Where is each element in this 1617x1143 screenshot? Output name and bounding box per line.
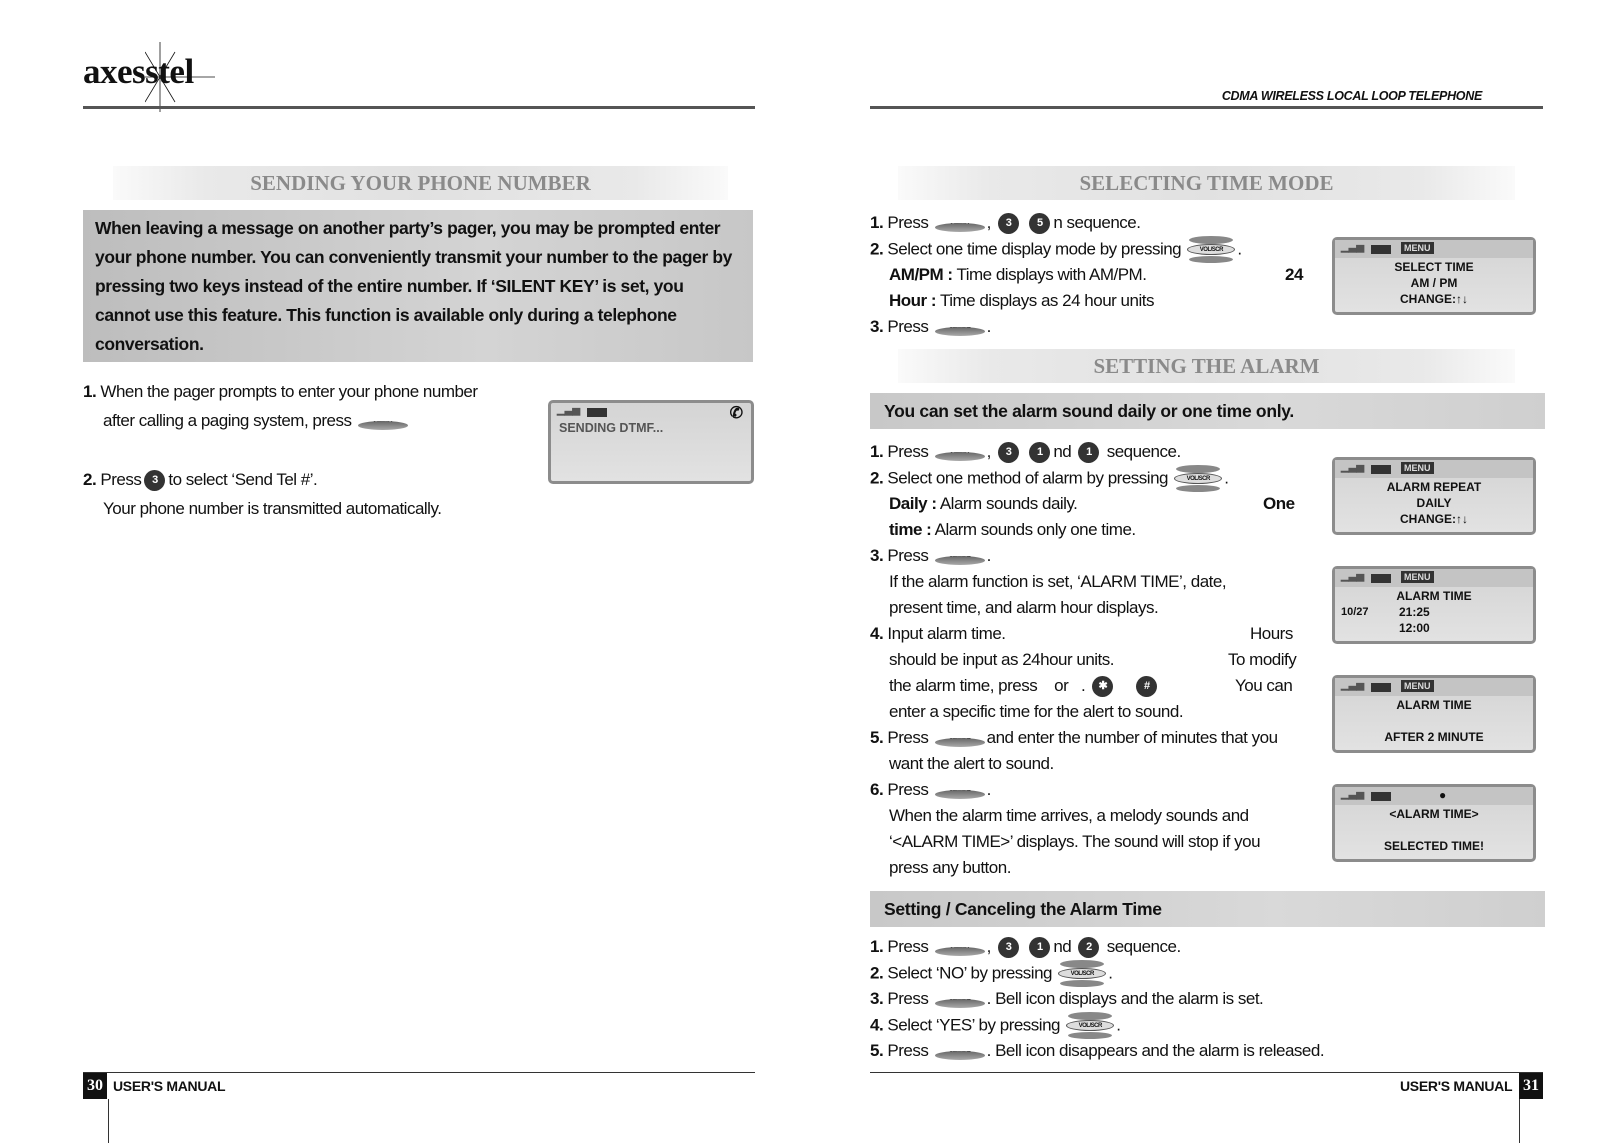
signal-icon: ▁▃▅	[557, 405, 581, 416]
alarm-step-4-youcan: You can	[1235, 676, 1293, 695]
key-hash-icon: #	[1136, 676, 1157, 697]
time-hour: Hour : Time displays as 24 hour units	[889, 291, 1154, 310]
right-footer-vline	[1519, 1099, 1520, 1143]
alarm-step-2: 2. Select one method of alarm by pressing VOL/SCR .	[870, 465, 1228, 493]
alarm-step-6-line3: ‘<ALARM TIME>’ displays. The sound will stop if you	[889, 832, 1261, 851]
alarm-step-4-line3: the alarm time, press or . ✱ #	[889, 673, 1160, 699]
key-3-icon: 3	[144, 470, 165, 491]
right-footer-rule	[870, 1072, 1543, 1073]
phone-handset-icon: ✆	[729, 405, 743, 422]
store-key-icon	[935, 547, 985, 567]
alarm-step-3: 3. Press .	[870, 546, 991, 565]
alarm-step-3-line2: If the alarm function is set, ‘ALARM TIME’, date,	[889, 572, 1227, 591]
time-24: 24	[1285, 265, 1303, 284]
battery-icon	[1371, 245, 1391, 254]
alarm-step-4-line2: should be input as 24hour units.	[889, 650, 1115, 669]
menu-key-icon	[935, 443, 985, 463]
step-2: 2. Press 3 to select ‘Send Tel #’.	[83, 467, 317, 493]
time-step-3: 3. Press .	[870, 317, 991, 336]
lcd-select-time: ▁▃▅ MENU SELECT TIME AM / PM CHANGE:↑↓	[1332, 237, 1536, 315]
alarm-step-6: 6. Press .	[870, 780, 991, 799]
alarm-step-4-hours: Hours	[1250, 624, 1293, 643]
key-5-icon: 5	[1029, 213, 1050, 234]
step-1-cont: after calling a paging system, press	[103, 408, 410, 434]
signal-icon: ▁▃▅	[1341, 680, 1365, 691]
menu-key-icon	[935, 214, 985, 234]
section-title-sending: SENDING YOUR PHONE NUMBER	[113, 166, 728, 200]
key-3-icon: 3	[998, 937, 1019, 958]
cancel-step-2: 2. Select ‘NO’ by pressing VOL/SCR .	[870, 960, 1112, 988]
alarm-step-4-tomodify: To modify	[1228, 650, 1297, 669]
vol-scroll-key-icon: VOL/SCR	[1058, 960, 1106, 988]
alarm-daily: Daily : Alarm sounds daily.	[889, 494, 1078, 513]
battery-icon	[1371, 574, 1391, 583]
battery-icon	[1371, 683, 1391, 692]
cancel-step-4: 4. Select ‘YES’ by pressing VOL/SCR .	[870, 1012, 1120, 1040]
alarm-step-1: 1. Press , 3 1 nd 1 sequence.	[870, 439, 1181, 465]
lcd-selected-time: ▁▃▅ ● <ALARM TIME> SELECTED TIME!	[1332, 784, 1536, 862]
store-key-icon	[935, 1042, 985, 1062]
alarm-one: One	[1263, 494, 1295, 513]
cancel-alarm-bar: Setting / Canceling the Alarm Time	[870, 891, 1545, 927]
alarm-step-5: 5. Press and enter the number of minutes that you	[870, 728, 1278, 747]
key-1-icon: 1	[1029, 937, 1050, 958]
step-1: 1. When the pager prompts to enter your phone number	[83, 382, 478, 401]
key-3-icon: 3	[998, 213, 1019, 234]
lcd-sending-dtmf	[548, 400, 754, 484]
bell-icon: ●	[1439, 788, 1447, 802]
right-header-rule	[870, 106, 1543, 109]
store-key-icon	[935, 990, 985, 1010]
key-3-icon: 3	[998, 442, 1019, 463]
alarm-step-6-line4: press any button.	[889, 858, 1011, 877]
alarm-step-3-line3: present time, and alarm hour displays.	[889, 598, 1159, 617]
vol-scroll-key-icon: VOL/SCR	[1174, 465, 1222, 493]
lcd-alarm-time: ▁▃▅ MENU ALARM TIME 10/27 21:25 12:00	[1332, 566, 1536, 644]
brand-logo: axesstel	[83, 52, 194, 91]
cancel-step-3: 3. Press . Bell icon displays and the alarm is set.	[870, 989, 1264, 1008]
section-title-alarm: SETTING THE ALARM	[898, 349, 1515, 383]
menu-key-icon	[935, 938, 985, 958]
battery-icon	[587, 408, 607, 417]
signal-icon: ▁▃▅	[1341, 789, 1365, 800]
page-number-left: 30	[83, 1073, 107, 1099]
signal-icon: ▁▃▅	[1341, 571, 1365, 582]
menu-key-icon	[358, 412, 408, 432]
alarm-intro-bar: You can set the alarm sound daily or one time only.	[870, 393, 1545, 429]
left-header-rule	[83, 106, 755, 109]
key-star-icon: ✱	[1092, 676, 1113, 697]
lcd-text: SENDING DTMF...	[559, 421, 664, 435]
alarm-step-5-line2: want the alert to sound.	[889, 754, 1054, 773]
time-ampm: AM/PM : Time displays with AM/PM.	[889, 265, 1147, 284]
footer-label-right: USER'S MANUAL	[1400, 1078, 1513, 1094]
cancel-step-5: 5. Press . Bell icon disappears and the alarm is released.	[870, 1041, 1325, 1060]
step-2-cont: Your phone number is transmitted automatically.	[103, 499, 442, 518]
alarm-onetime: time : Alarm sounds only one time.	[889, 520, 1136, 539]
time-step-2: 2. Select one time display mode by pressing VOL/SCR .	[870, 236, 1242, 264]
key-1-icon: 1	[1078, 442, 1099, 463]
alarm-step-4-line4: enter a specific time for the alert to sound.	[889, 702, 1184, 721]
page-header: CDMA WIRELESS LOCAL LOOP TELEPHONE	[1221, 89, 1482, 103]
vol-scroll-key-icon: VOL/SCR	[1066, 1012, 1114, 1040]
logo-star-icon	[145, 42, 215, 112]
time-step-1: 1. Press , 3 5 n sequence.	[870, 210, 1140, 236]
alarm-step-4: 4. Input alarm time.	[870, 624, 1006, 643]
signal-icon: ▁▃▅	[1341, 242, 1365, 253]
store-key-icon	[935, 781, 985, 801]
intro-box: When leaving a message on another party’s pager, you may be prompted enter your phone number. You can conveniently transmit your number to the pager by pressing two keys instead of the entire number. If ‘SILENT KEY’ is set, you cannot use this feature. This function is available only during a telephone conversation.	[83, 210, 753, 362]
left-footer-vline	[108, 1099, 109, 1143]
vol-scroll-key-icon: VOL/SCR	[1187, 236, 1235, 264]
key-1-icon: 1	[1029, 442, 1050, 463]
page-number-right: 31	[1519, 1073, 1543, 1099]
lcd-after-minute: ▁▃▅ MENU ALARM TIME AFTER 2 MINUTE	[1332, 675, 1536, 753]
store-key-icon	[935, 729, 985, 749]
battery-icon	[1371, 465, 1391, 474]
battery-icon	[1371, 792, 1391, 801]
key-2-icon: 2	[1078, 937, 1099, 958]
lcd-alarm-repeat: ▁▃▅ MENU ALARM REPEAT DAILY CHANGE:↑↓	[1332, 457, 1536, 535]
store-key-icon	[935, 318, 985, 338]
alarm-step-6-line2: When the alarm time arrives, a melody sounds and	[889, 806, 1249, 825]
left-footer-rule	[83, 1072, 755, 1073]
section-title-time: SELECTING TIME MODE	[898, 166, 1515, 200]
signal-icon: ▁▃▅	[1341, 462, 1365, 473]
cancel-step-1: 1. Press , 3 1 nd 2 sequence.	[870, 934, 1181, 960]
footer-label-left: USER'S MANUAL	[113, 1078, 226, 1094]
